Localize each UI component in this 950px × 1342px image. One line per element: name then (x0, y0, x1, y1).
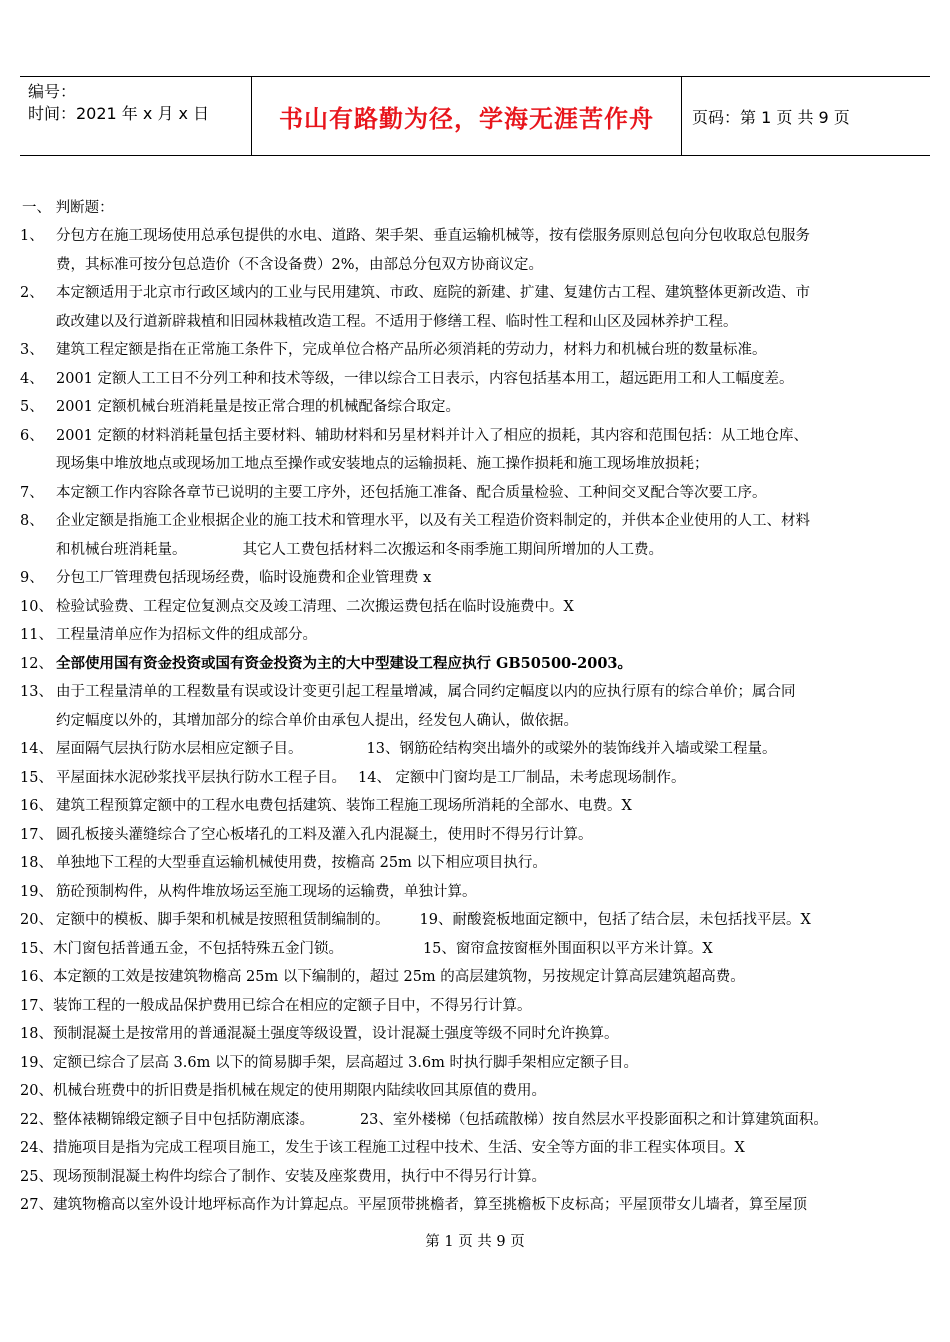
list-item: 5、 2001 定额机械台班消耗量是按正常合理的机械配备综合取定。 (20, 399, 461, 415)
list-item: 15、 平屋面抹水泥砂浆找平层执行防水工程子目。 14、 定额中门窗均是工厂制品，未考虑现场制作。 (20, 769, 686, 786)
list-item: 3、 建筑工程定额是指在正常施工条件下，完成单位合格产品所必须消耗的劳动力，材料力和机械台班的数量标准。 (20, 342, 767, 358)
list-item: 17、装饰工程的一般成品保护费用已综合在相应的定额子目中，不得另行计算。 (20, 997, 532, 1014)
list-item: 1、 分包方在施工现场使用总承包提供的水电、道路、架手架、垂直运输机械等，按有偿服务原则总包向分包收取总包服务 (20, 228, 810, 244)
list-item: 16、本定额的工效是按建筑物檐高 25m 以下编制的，超过 25m 的高层建筑物，另按规定计算高层建筑超高费。 (20, 969, 745, 985)
list-item: 15、木门窗包括普通五金，不包括特殊五金门锁。 15、窗帘盒按窗框外围面积以平方米计算。X (20, 940, 713, 957)
header-slogan-cell (252, 77, 682, 155)
list-item: 18、预制混凝土是按常用的普通混凝土强度等级设置，设计混凝土强度等级不同时允许换算。 (20, 1026, 619, 1042)
list-item-continued: 约定幅度以外的，其增加部分的综合单价由承包人提出，经发包人确认，做依据。 (56, 712, 578, 729)
number-label: 编号： (28, 82, 77, 101)
list-item: 13、 由于工程量清单的工程数量有误或设计变更引起工程量增减，属合同约定幅度以内的应执行原有的综合单价；属合同 (20, 684, 796, 700)
footer-page-number: 第 1 页 共 9 页 (425, 1234, 525, 1250)
page-footer (0, 1230, 950, 1251)
list-item: 7、 本定额工作内容除各章节已说明的主要工序外，还包括施工准备、配合质量检验、工种间交叉配合等次要工序。 (20, 484, 767, 501)
header-page-cell (682, 77, 930, 155)
list-item: 9、 分包工厂管理费包括现场经费，临时设施费和企业管理费 x (20, 570, 432, 586)
list-item-continued: 和机械台班消耗量。 其它人工费包括材料二次搬运和冬雨季施工期间所增加的人工费。 (56, 541, 663, 558)
list-item: 11、 工程量清单应作为招标文件的组成部分。 (20, 627, 317, 643)
list-item: 16、 建筑工程预算定额中的工程水电费包括建筑、装饰工程施工现场所消耗的全部水、电费。X (20, 798, 632, 814)
list-item: 24、措施项目是指为完成工程项目施工，发生于该工程施工过程中技术、生活、安全等方面的非工程实体项目。X (20, 1140, 745, 1156)
time-label: 时间：2021 年 x 月 x 日 (28, 104, 210, 123)
list-item: 20、机械台班费中的折旧费是指机械在规定的使用期限内陆续收回其原值的费用。 (20, 1083, 546, 1099)
list-item: 18、 单独地下工程的大型垂直运输机械使用费，按檐高 25m 以下相应项目执行。 (20, 855, 547, 871)
list-item-continued: 政改建以及行道新辟栽植和旧园林栽植改造工程。不适用于修缮工程、临时性工程和山区及园林养护工程。 (56, 313, 738, 330)
list-item-continued: 费，其标准可按分包总造价（不含设备费）2%，由部总分包双方协商议定。 (56, 256, 544, 273)
list-item: 20、 定额中的模板、脚手架和机械是按照租赁制编制的。 19、耐酸瓷板地面定额中，包括了结合层，未包括找平层。X (20, 912, 811, 928)
list-item: 6、 2001 定额的材料消耗量包括主要材料、辅助材料和另星材料并计入了相应的损耗，其内容和范围包括：从工地仓库、 (20, 427, 809, 444)
list-item: 10、 检验试验费、工程定位复测点交及竣工清理、二次搬运费包括在临时设施费中。X (20, 598, 574, 615)
list-item: 19、 筋砼预制构件，从构件堆放场运至施工现场的运输费，单独计算。 (20, 883, 477, 900)
header-table (20, 76, 930, 156)
list-item: 4、 2001 定额人工工日不分列工种和技术等级，一律以综合工日表示，内容包括基本用工，超远距用工和人工幅度差。 (20, 370, 794, 387)
list-item-continued: 现场集中堆放地点或现场加工地点至操作或安装地点的运输损耗、施工操作损耗和施工现场堆放损耗； (56, 456, 709, 472)
list-item: 25、现场预制混凝土构件均综合了制作、安装及座浆费用，执行中不得另行计算。 (20, 1168, 546, 1185)
slogan: 书山有路勤为径，学海无涯苦作舟 (279, 104, 654, 133)
question-list (20, 194, 930, 1220)
list-item: 19、定额已综合了层高 3.6m 以下的简易脚手架，层高超过 3.6m 时执行脚手架相应定额子目。 (20, 1054, 639, 1071)
header-left-cell (20, 77, 252, 155)
list-item: 14、 屋面隔气层执行防水层相应定额子目。 13、钢筋砼结构突出墙外的或梁外的装饰线并入墙或梁工程量。 (20, 741, 777, 757)
list-item: 27、建筑物檐高以室外设计地坪标高作为计算起点。平屋顶带挑檐者，算至挑檐板下皮标高；平屋顶带女儿墙者，算至屋顶 (20, 1197, 807, 1213)
list-item: 12、 全部使用国有资金投资或国有资金投资为主的大中型建设工程应执行 GB50500-2003。 (20, 654, 633, 672)
page-label: 页码：第 1 页 共 9 页 (692, 107, 850, 127)
list-item: 17、 圆孔板接头灌缝综合了空心板堵孔的工料及灌入孔内混凝土，使用时不得另行计算。 (20, 826, 593, 843)
list-item: 8、 企业定额是指施工企业根据企业的施工技术和管理水平，以及有关工程造价资料制定的，并供本企业使用的人工、材料 (20, 513, 810, 529)
list-item: 22、整体裱糊锦缎定额子目中包括防潮底漆。 23、室外楼梯（包括疏散梯）按自然层水平投影面积之和计算建筑面积。 (20, 1111, 828, 1128)
section-title: 一、 判断题： (22, 200, 114, 216)
list-item: 2、 本定额适用于北京市行政区域内的工业与民用建筑、市政、庭院的新建、扩建、复建仿古工程、建筑整体更新改造、市 (20, 285, 810, 301)
